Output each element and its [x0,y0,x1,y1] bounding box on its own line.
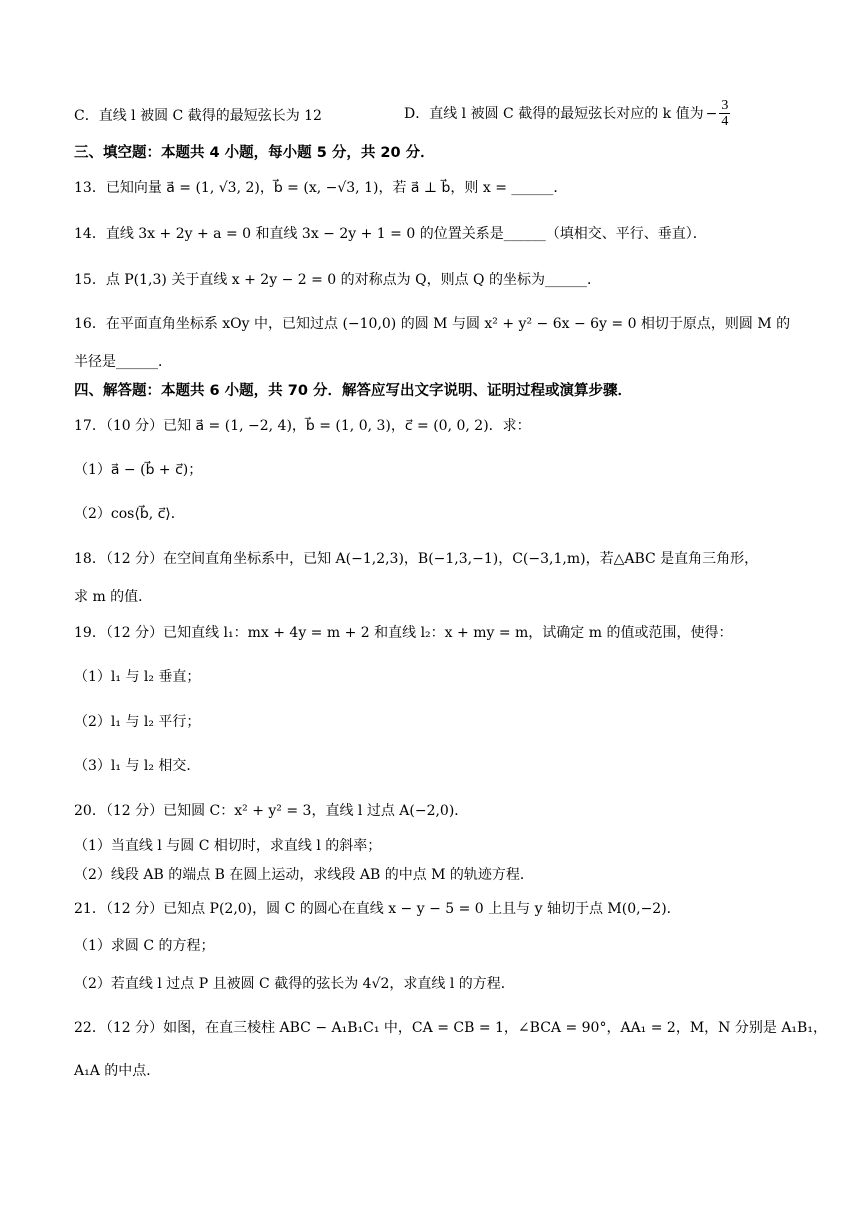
question-18-line1: 18．（12 分）在空间直角坐标系中，已知 A(−1,2,3)，B(−1,3,−1)，C(−3,1,m)，若△ABC 是直角三角形， [74,551,759,567]
question-21-part2: （2）若直线 l 过点 P 且被圆 C 截得的弦长为 4√2，求直线 l 的方程． [74,976,515,992]
question-16-line1: 16．在平面直角坐标系 xOy 中，已知过点 (−10,0) 的圆 M 与圆 x² + y² − 6x − 6y = 0 相切于原点，则圆 M 的 [74,316,791,332]
question-22-line1: 22．（12 分）如图，在直三棱柱 ABC − A₁B₁C₁ 中，CA = CB = 1，∠BCA = 90°，AA₁ = 2，M，N 分别是 A₁B₁， [74,1020,827,1036]
option-d [404,98,730,129]
option-d-text: D．直线 l 被圆 C 截得的最短弦长对应的 k 值为 [404,105,704,122]
question-19-part2: （2）l₁ 与 l₂ 平行； [74,714,201,730]
question-19-part3: （3）l₁ 与 l₂ 相交． [74,758,201,774]
question-20-part1: （1）当直线 l 与圆 C 相切时，求直线 l 的斜率； [74,838,382,854]
option-d-fraction [719,98,730,129]
question-17: 17．（10 分）已知 a⃗ = (1, −2, 4)，b⃗ = (1, 0, 3)，c⃗ = (0, 0, 2)．求： [74,418,531,434]
option-c: C．直线 l 被圆 C 截得的最短弦长为 12 [74,108,322,124]
question-16-line2: 半径是______． [74,354,172,370]
question-17-part1: （1）a⃗ − (b⃗ + c⃗)； [74,462,203,478]
question-22-line2: A₁A 的中点． [74,1063,161,1079]
fraction-denominator: 4 [721,114,729,129]
question-19: 19．（12 分）已知直线 l₁：mx + 4y = m + 2 和直线 l₂：x + my = m，试确定 m 的值或范围，使得： [74,625,733,641]
question-14: 14．直线 3x + 2y + a = 0 和直线 3x − 2y + 1 = 0 的位置关系是______（填相交、平行、垂直）． [74,226,707,242]
fraction-numerator: 3 [721,98,729,113]
section3-header: 三、填空题：本题共 4 小题，每小题 5 分，共 20 分． [74,145,435,161]
question-17-part2: （2）cos⟨b⃗, c⃗⟩． [74,506,185,522]
question-20: 20．（12 分）已知圆 C：x² + y² = 3，直线 l 过点 A(−2,0)． [74,803,469,819]
question-21-part1: （1）求圆 C 的方程； [74,938,215,954]
question-15: 15．点 P(1,3) 关于直线 x + 2y − 2 = 0 的对称点为 Q，则点 Q 的坐标为______． [74,272,601,288]
option-d-sign: − [705,105,718,122]
question-20-part2: （2）线段 AB 的端点 B 在圆上运动，求线段 AB 的中点 M 的轨迹方程． [74,867,534,883]
question-18-line2: 求 m 的值． [74,589,153,605]
question-19-part1: （1）l₁ 与 l₂ 垂直； [74,669,201,685]
question-21: 21．（12 分）已知点 P(2,0)，圆 C 的圆心在直线 x − y − 5 = 0 上且与 y 轴切于点 M(0,−2)． [74,901,681,917]
section4-header: 四、解答题：本题共 6 小题，共 70 分．解答应写出文字说明、证明过程或演算步骤． [74,383,632,399]
question-13: 13．已知向量 a⃗ = (1, √3, 2)，b⃗ = (x, −√3, 1)，若 a⃗ ⊥ b⃗，则 x = ______． [74,180,568,196]
